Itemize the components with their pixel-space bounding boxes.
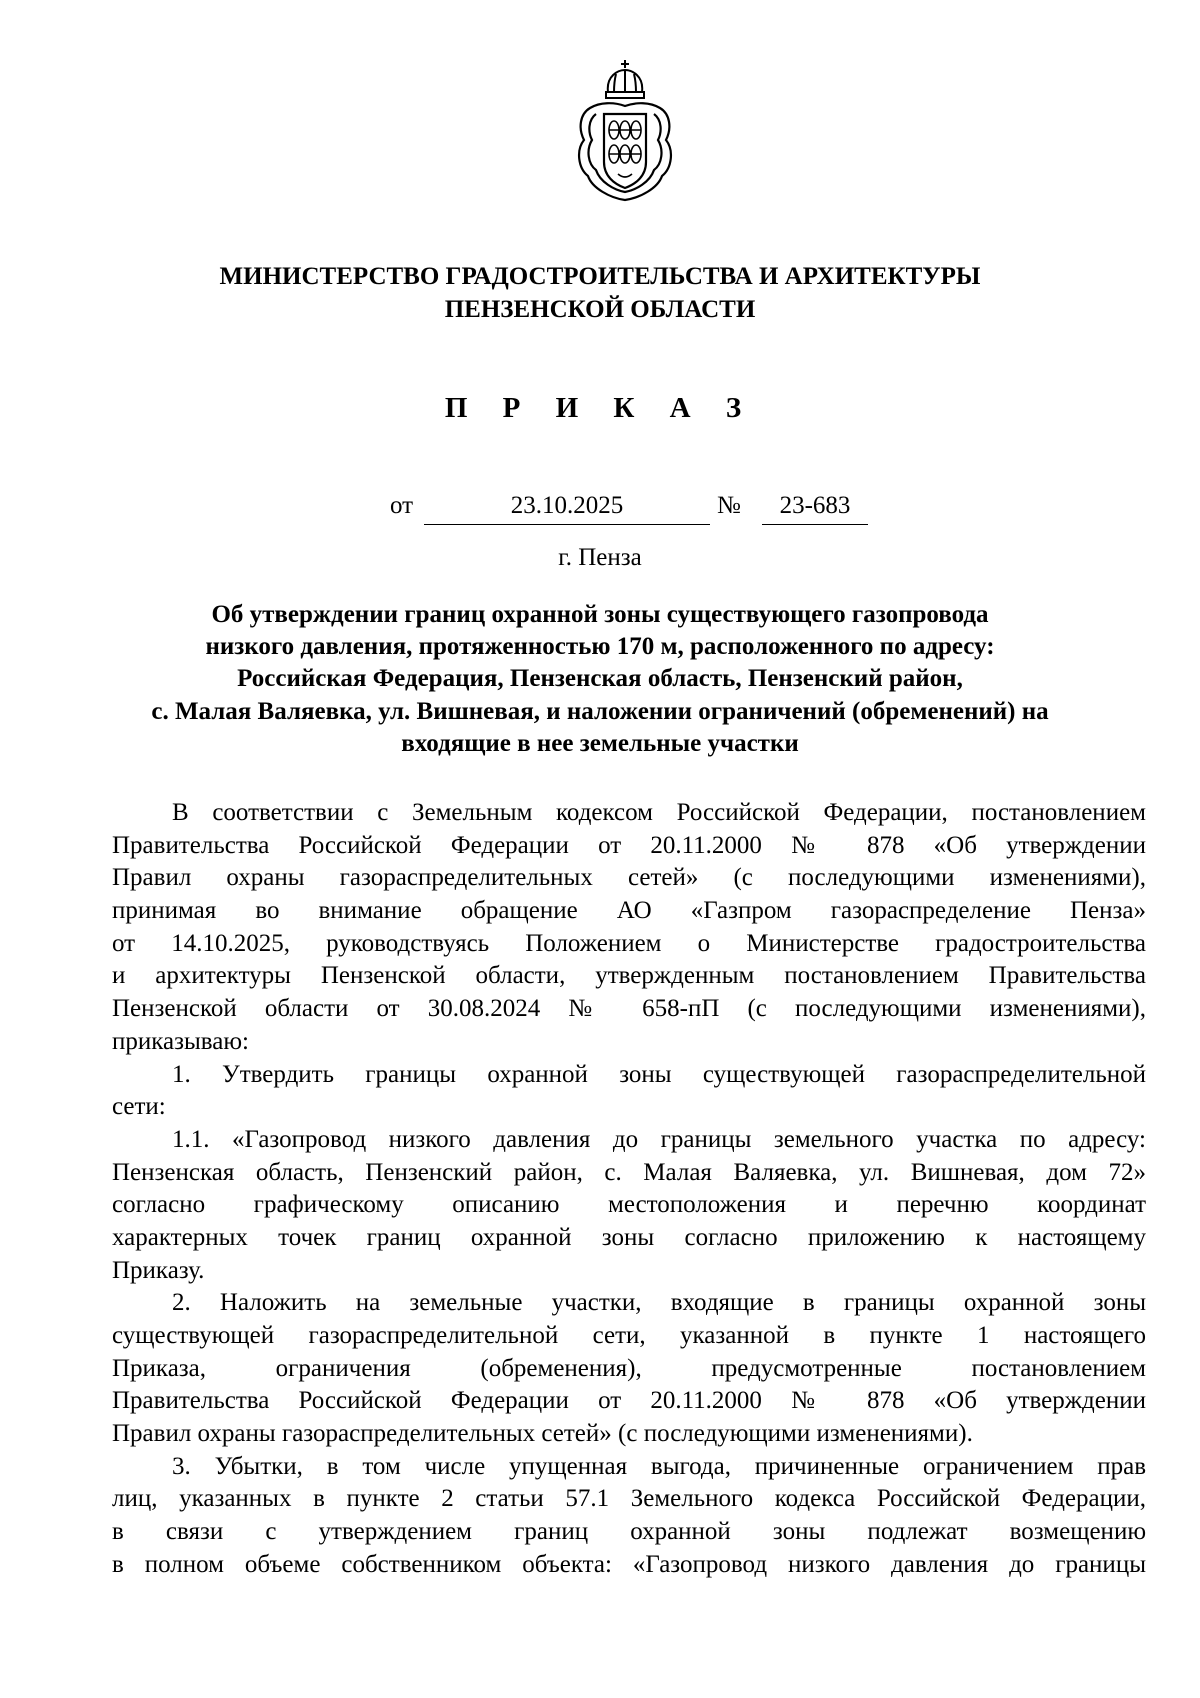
body-line: в полном объеме собственником объекта: «Газопровод низкого давления до границы [112,1550,1146,1578]
order-title [110,599,1090,760]
date-number-line [390,492,870,526]
body-line: Правительства Российской Федерации от 20.11.2000 № 878 «Об утверждении [112,1387,1146,1415]
date-prefix: от [390,492,414,519]
order-date: 23.10.2025 [424,492,710,525]
body-line: 3. Убытки, в том числе упущенная выгода, причиненные ограничением прав [172,1452,1146,1480]
ministry-name-line-2: ПЕНЗЕНСКОЙ ОБЛАСТИ [444,296,756,323]
body-line: Правительства Российской Федерации от 20.11.2000 № 878 «Об утверждении [112,831,1146,859]
body-line: Пензенской области от 30.08.2024 № 658-пП (с последующими изменениями), [112,995,1146,1023]
body-line: существующей газораспределительной сети, указанной в пункте 1 настоящего [112,1322,1146,1349]
document-type-heading: П Р И К А З [444,392,756,424]
body-line: согласно графическому описанию местоположения и перечню координат [112,1191,1146,1219]
body-line: лиц, указанных в пункте 2 статьи 57.1 Земельного кодекса Российской Федерации, [112,1485,1146,1513]
body-line: Приказа, ограничения (обременения), предусмотренные постановлением [112,1354,1146,1382]
body-line: В соответствии с Земельным кодексом Российской Федерации, постановлением [172,799,1146,826]
title-line: с. Малая Валяевка, ул. Вишневая, и наложении ограничений (обременений) на [151,697,1049,725]
body-line: Правил охраны газораспределительных сетей» (с последующими изменениями), [112,864,1146,892]
order-body-text [112,797,1146,1582]
title-line: Российская Федерация, Пензенская область, Пензенский район, [237,665,963,693]
body-line: сети: [112,1093,166,1121]
title-line: Об утверждении границ охранной зоны существующего газопровода [211,601,989,628]
order-number: 23-683 [762,492,868,525]
title-line: входящие в нее земельные участки [401,729,799,757]
body-line: 2. Наложить на земельные участки, входящие в границы охранной зоны [172,1289,1146,1317]
coat-of-arms-emblem [570,58,680,208]
body-line: 1. Утвердить границы охранной зоны существующей газораспределительной [172,1060,1146,1088]
title-line: низкого давления, протяженностью 170 м, расположенного по адресу: [205,633,995,661]
ministry-name-line-1: МИНИСТЕРСТВО ГРАДОСТРОИТЕЛЬСТВА И АРХИТЕКТУРЫ [219,263,981,290]
body-line: Пензенская область, Пензенский район, с. Малая Валяевка, ул. Вишневая, дом 72» [112,1158,1146,1186]
body-line: характерных точек границ охранной зоны согласно приложению к настоящему [112,1223,1146,1251]
city-name: г. Пенза [558,544,642,571]
body-line: 1.1. «Газопровод низкого давления до границы земельного участка по адресу: [172,1125,1146,1153]
body-line: от 14.10.2025, руководствуясь Положением о Министерстве градостроительства [112,929,1146,957]
body-line: Приказу. [112,1256,205,1284]
body-line: Правил охраны газораспределительных сетей» (с последующими изменениями). [112,1420,973,1448]
body-line: принимая во внимание обращение АО «Газпром газораспределение Пенза» [112,897,1146,925]
body-line: и архитектуры Пензенской области, утвержденным постановлением Правительства [112,962,1146,990]
number-prefix: № [717,492,741,519]
body-line: в связи с утверждением границ охранной зоны подлежат возмещению [112,1518,1146,1546]
body-line: приказываю: [112,1027,249,1055]
